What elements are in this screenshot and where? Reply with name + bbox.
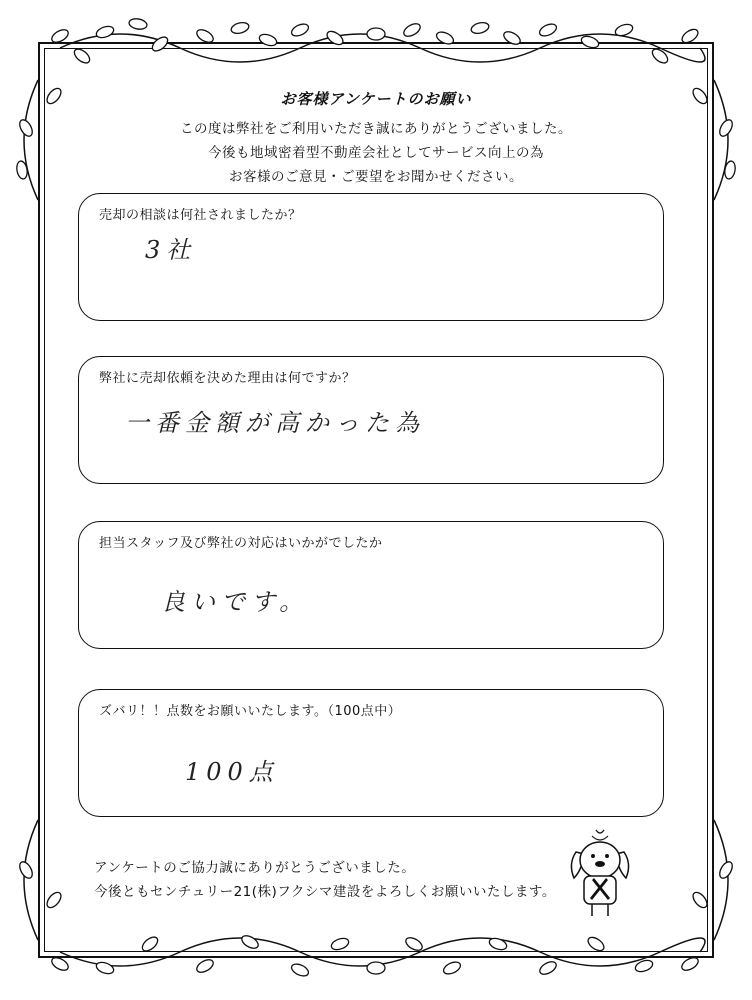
handwritten-answer: 3社 — [145, 236, 197, 264]
intro-line-1: この度は弊社をご利用いただき誠にありがとうございました。 — [180, 121, 572, 137]
question-box-4[interactable] — [78, 689, 664, 817]
intro-line-3: お客様のご意見・ご要望をお聞かせください。 — [229, 169, 523, 185]
handwritten-answer: 良いです。 — [161, 588, 310, 616]
handwritten-answer: 一番金額が高かった為 — [125, 409, 425, 437]
question-box-2[interactable] — [78, 356, 664, 484]
question-label: 売却の相談は何社されましたか？ — [99, 208, 302, 223]
handwritten-answer: 100点 — [185, 758, 279, 786]
survey-title: お客様アンケートのお願い — [280, 90, 472, 108]
question-label: ズバリ！！点数をお願いいたします。（100点中） — [99, 704, 402, 719]
footer-line-1: アンケートのご協力誠にありがとうございました。 — [94, 860, 416, 876]
dog-mascot-icon — [566, 824, 636, 920]
question-box-3[interactable] — [78, 521, 664, 649]
question-box-1[interactable] — [78, 193, 664, 321]
footer-line-2: 今後ともセンチュリー21(株)フクシマ建設をよろしくお願いいたします。 — [94, 884, 556, 900]
intro-line-2: 今後も地域密着型不動産会社としてサービス向上の為 — [208, 145, 544, 161]
question-label: 担当スタッフ及び弊社の対応はいかがでしたか — [99, 536, 383, 551]
question-label: 弊社に売却依頼を決めた理由は何ですか？ — [99, 371, 356, 386]
